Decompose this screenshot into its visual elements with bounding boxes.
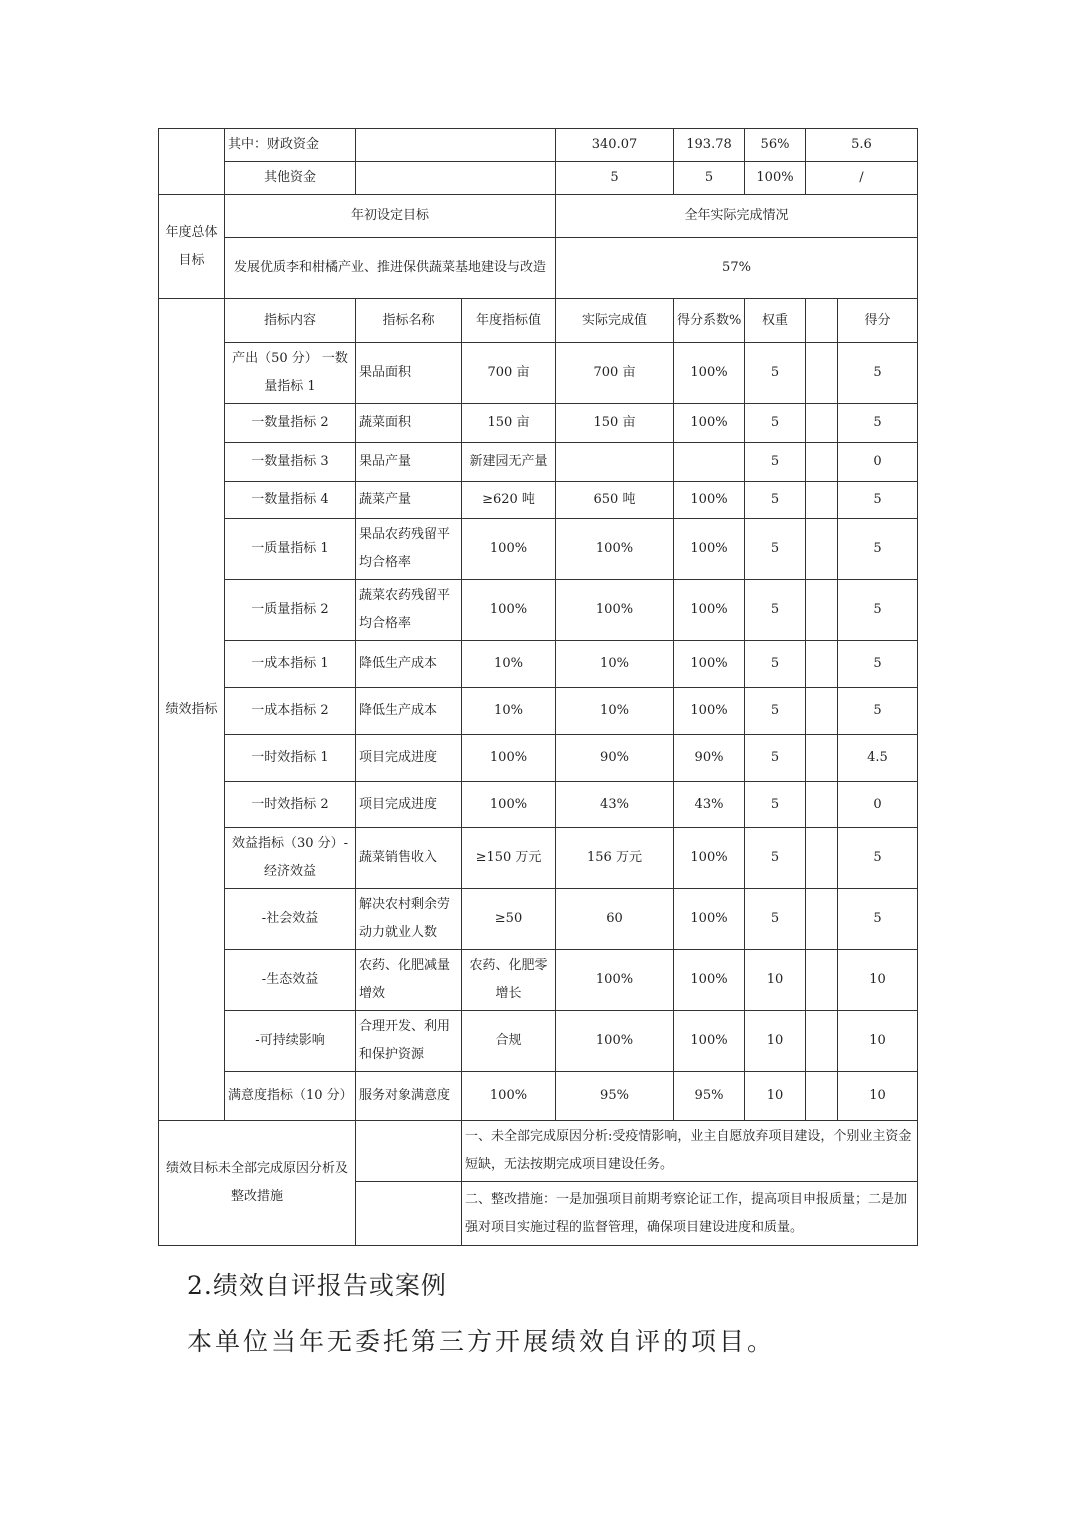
- fund-score: /: [806, 162, 918, 195]
- perf-name: 服务对象满意度: [356, 1072, 462, 1121]
- perf-content: 效益指标（30 分）-经济效益: [225, 828, 356, 889]
- perf-header-cell: 实际完成值: [556, 299, 674, 343]
- perf-header-cell: 指标内容: [225, 299, 356, 343]
- perf-blank: [806, 828, 838, 889]
- perf-content: 产出（50 分） 一数量指标 1: [225, 343, 356, 404]
- perf-row: [159, 828, 918, 889]
- funds-blank-cell: [159, 129, 225, 195]
- perf-target: 10%: [462, 688, 556, 735]
- perf-coef: 100%: [674, 688, 745, 735]
- perf-target: 100%: [462, 782, 556, 828]
- perf-content: 一质量指标 1: [225, 519, 356, 580]
- perf-weight: 5: [745, 641, 806, 688]
- perf-name: 蔬菜面积: [356, 404, 462, 443]
- perf-blank: [806, 1072, 838, 1121]
- perf-coef: 100%: [674, 889, 745, 950]
- perf-weight: 5: [745, 580, 806, 641]
- perf-target: 150 亩: [462, 404, 556, 443]
- perf-row: [159, 343, 918, 404]
- perf-blank: [806, 519, 838, 580]
- perf-score: 5: [838, 828, 918, 889]
- perf-score: 5: [838, 404, 918, 443]
- perf-content: 一数量指标 4: [225, 482, 356, 519]
- perf-target: 100%: [462, 735, 556, 782]
- perf-row: [159, 404, 918, 443]
- goal-header-row: [159, 195, 918, 238]
- goal-set-header: 年初设定目标: [225, 195, 556, 238]
- perf-name: 项目完成进度: [356, 782, 462, 828]
- perf-content: 一时效指标 1: [225, 735, 356, 782]
- perf-target: 700 亩: [462, 343, 556, 404]
- perf-coef: 90%: [674, 735, 745, 782]
- perf-score: 5: [838, 688, 918, 735]
- perf-blank: [806, 343, 838, 404]
- perf-weight: 5: [745, 828, 806, 889]
- perf-name: 蔬菜产量: [356, 482, 462, 519]
- perf-weight: 10: [745, 950, 806, 1011]
- perf-weight: 5: [745, 343, 806, 404]
- perf-coef: 100%: [674, 828, 745, 889]
- perf-content: -生态效益: [225, 950, 356, 1011]
- perf-weight: 5: [745, 443, 806, 482]
- perf-blank: [806, 580, 838, 641]
- perf-content: 一成本指标 2: [225, 688, 356, 735]
- perf-score: 5: [838, 889, 918, 950]
- perf-coef: 100%: [674, 343, 745, 404]
- perf-target: 100%: [462, 580, 556, 641]
- perf-coef: 100%: [674, 950, 745, 1011]
- analysis-measure: 二、整改措施：一是加强项目前期考察论证工作，提高项目申报质量；二是加强对项目实施过程的监督管理，确保项目建设进度和质量。: [462, 1182, 918, 1246]
- perf-score: 5: [838, 343, 918, 404]
- perf-content: 一成本指标 1: [225, 641, 356, 688]
- goal-section-label: 年度总体目标: [159, 195, 225, 299]
- perf-target: ≥50: [462, 889, 556, 950]
- perf-coef: 100%: [674, 580, 745, 641]
- perf-blank: [806, 1011, 838, 1072]
- perf-row: [159, 1072, 918, 1121]
- perf-name: 解决农村剩余劳动力就业人数: [356, 889, 462, 950]
- perf-content: 一数量指标 3: [225, 443, 356, 482]
- perf-weight: 10: [745, 1072, 806, 1121]
- perf-target: 10%: [462, 641, 556, 688]
- perf-name: 农药、化肥减量增效: [356, 950, 462, 1011]
- section-heading: 2.绩效自评报告或案例: [187, 1271, 447, 1300]
- perf-row: [159, 735, 918, 782]
- perf-row: [159, 443, 918, 482]
- perf-name: 果品产量: [356, 443, 462, 482]
- perf-score: 10: [838, 1072, 918, 1121]
- perf-blank: [806, 688, 838, 735]
- perf-header-row: [159, 299, 918, 343]
- perf-score: 5: [838, 580, 918, 641]
- perf-actual: 100%: [556, 580, 674, 641]
- perf-row: [159, 782, 918, 828]
- perf-name: 合理开发、利用和保护资源: [356, 1011, 462, 1072]
- perf-coef: [674, 443, 745, 482]
- performance-table: [158, 128, 918, 1246]
- perf-row: [159, 950, 918, 1011]
- perf-blank: [806, 641, 838, 688]
- perf-coef: 100%: [674, 1011, 745, 1072]
- perf-actual: 95%: [556, 1072, 674, 1121]
- goal-set-value: 发展优质李和柑橘产业、推进保供蔬菜基地建设与改造: [225, 238, 556, 299]
- analysis-reason: 一、未全部完成原因分析:受疫情影响，业主自愿放弃项目建设，个别业主资金短缺，无法按期完成项目建设任务。: [462, 1121, 918, 1182]
- perf-name: 蔬菜销售收入: [356, 828, 462, 889]
- perf-header-cell: 年度指标值: [462, 299, 556, 343]
- perf-header-cell: 权重: [745, 299, 806, 343]
- perf-target: 农药、化肥零增长: [462, 950, 556, 1011]
- perf-weight: 10: [745, 1011, 806, 1072]
- perf-actual: 10%: [556, 641, 674, 688]
- perf-content: -可持续影响: [225, 1011, 356, 1072]
- perf-target: 合规: [462, 1011, 556, 1072]
- perf-name: 果品面积: [356, 343, 462, 404]
- section-text: 本单位当年无委托第三方开展绩效自评的项目。: [187, 1327, 776, 1356]
- perf-actual: 100%: [556, 519, 674, 580]
- perf-weight: 5: [745, 889, 806, 950]
- perf-blank: [806, 443, 838, 482]
- fund-label: 其中：财政资金: [225, 129, 356, 162]
- perf-actual: 43%: [556, 782, 674, 828]
- perf-actual: 100%: [556, 950, 674, 1011]
- perf-actual: 156 万元: [556, 828, 674, 889]
- perf-weight: 5: [745, 688, 806, 735]
- perf-coef: 43%: [674, 782, 745, 828]
- fund-budget: 340.07: [556, 129, 674, 162]
- analysis-blank: [356, 1182, 462, 1246]
- perf-score: 0: [838, 443, 918, 482]
- perf-row: [159, 641, 918, 688]
- goal-value-row: [159, 238, 918, 299]
- perf-score: 5: [838, 482, 918, 519]
- perf-actual: 100%: [556, 1011, 674, 1072]
- perf-score: 5: [838, 641, 918, 688]
- perf-row: [159, 519, 918, 580]
- perf-score: 10: [838, 950, 918, 1011]
- perf-weight: 5: [745, 735, 806, 782]
- perf-row: [159, 889, 918, 950]
- perf-score: 4.5: [838, 735, 918, 782]
- perf-blank: [806, 404, 838, 443]
- perf-row: [159, 1011, 918, 1072]
- perf-content: 一质量指标 2: [225, 580, 356, 641]
- fund-blank: [356, 129, 556, 162]
- perf-blank: [806, 782, 838, 828]
- perf-blank: [806, 889, 838, 950]
- perf-coef: 100%: [674, 482, 745, 519]
- perf-coef: 100%: [674, 519, 745, 580]
- perf-name: 降低生产成本: [356, 688, 462, 735]
- perf-score: 0: [838, 782, 918, 828]
- perf-content: 满意度指标（10 分）: [225, 1072, 356, 1121]
- perf-name: 项目完成进度: [356, 735, 462, 782]
- analysis-row: [159, 1121, 918, 1182]
- perf-coef: 95%: [674, 1072, 745, 1121]
- fund-actual: 5: [674, 162, 745, 195]
- perf-weight: 5: [745, 404, 806, 443]
- perf-weight: 5: [745, 482, 806, 519]
- perf-name: 降低生产成本: [356, 641, 462, 688]
- perf-actual: 650 吨: [556, 482, 674, 519]
- perf-target: 100%: [462, 1072, 556, 1121]
- perf-name: 果品农药残留平均合格率: [356, 519, 462, 580]
- perf-actual: 150 亩: [556, 404, 674, 443]
- perf-blank: [806, 735, 838, 782]
- perf-content: -社会效益: [225, 889, 356, 950]
- fund-label: 其他资金: [225, 162, 356, 195]
- perf-header-cell: 指标名称: [356, 299, 462, 343]
- fund-rate: 56%: [745, 129, 806, 162]
- perf-content: 一数量指标 2: [225, 404, 356, 443]
- perf-row: [159, 688, 918, 735]
- fund-row: [159, 162, 918, 195]
- perf-row: [159, 580, 918, 641]
- perf-actual: 90%: [556, 735, 674, 782]
- goal-actual-value: 57%: [556, 238, 918, 299]
- fund-budget: 5: [556, 162, 674, 195]
- analysis-label: 绩效目标未全部完成原因分析及整改措施: [159, 1121, 356, 1246]
- perf-actual: 10%: [556, 688, 674, 735]
- fund-rate: 100%: [745, 162, 806, 195]
- perf-header-cell: [806, 299, 838, 343]
- perf-header-cell: 得分: [838, 299, 918, 343]
- perf-actual: 700 亩: [556, 343, 674, 404]
- perf-score: 5: [838, 519, 918, 580]
- perf-score: 10: [838, 1011, 918, 1072]
- perf-target: 新建园无产量: [462, 443, 556, 482]
- perf-weight: 5: [745, 782, 806, 828]
- perf-coef: 100%: [674, 641, 745, 688]
- perf-target: ≥150 万元: [462, 828, 556, 889]
- perf-target: ≥620 吨: [462, 482, 556, 519]
- perf-header-cell: 得分系数%: [674, 299, 745, 343]
- analysis-blank: [356, 1121, 462, 1182]
- perf-actual: 60: [556, 889, 674, 950]
- perf-weight: 5: [745, 519, 806, 580]
- fund-score: 5.6: [806, 129, 918, 162]
- perf-coef: 100%: [674, 404, 745, 443]
- perf-row: [159, 482, 918, 519]
- perf-section-label: 绩效指标: [159, 299, 225, 1121]
- fund-row: [159, 129, 918, 162]
- fund-actual: 193.78: [674, 129, 745, 162]
- perf-blank: [806, 950, 838, 1011]
- perf-name: 蔬菜农药残留平均合格率: [356, 580, 462, 641]
- perf-actual: [556, 443, 674, 482]
- perf-target: 100%: [462, 519, 556, 580]
- perf-blank: [806, 482, 838, 519]
- goal-actual-header: 全年实际完成情况: [556, 195, 918, 238]
- perf-content: 一时效指标 2: [225, 782, 356, 828]
- fund-blank: [356, 162, 556, 195]
